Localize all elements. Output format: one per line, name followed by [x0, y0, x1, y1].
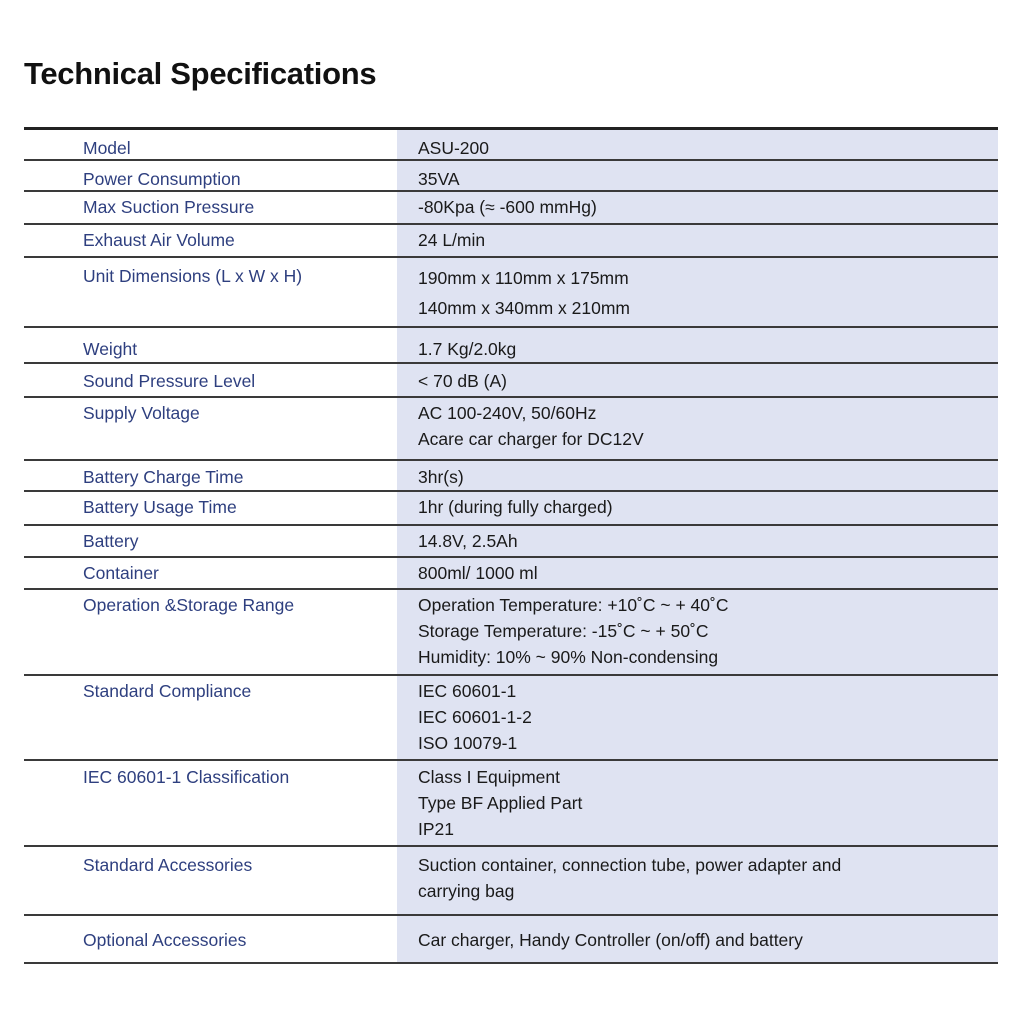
spec-value-line: 1hr (during fully charged): [418, 497, 613, 517]
spec-value-line: Humidity: 10% ~ 90% Non-condensing: [418, 647, 719, 667]
table-row: [24, 558, 998, 590]
spec-label: Exhaust Air Volume: [83, 230, 235, 250]
spec-value-line: 800ml/ 1000 ml: [418, 563, 538, 583]
spec-value-line: < 70 dB (A): [418, 371, 508, 391]
table-row: [24, 161, 998, 192]
spec-value-line: Type BF Applied Part: [418, 793, 583, 813]
spec-value-line: 190mm x 110mm x 175mm: [418, 268, 629, 288]
spec-value-line: IP21: [418, 819, 454, 839]
spec-label: Power Consumption: [83, 169, 241, 189]
spec-value-line: IEC 60601-1-2: [418, 707, 532, 727]
table-row: [24, 192, 998, 225]
table-row: [24, 398, 998, 461]
spec-label: Optional Accessories: [83, 930, 247, 950]
spec-value-line: Class I Equipment: [418, 767, 561, 787]
spec-value: [397, 676, 998, 759]
spec-value: [397, 192, 998, 223]
spec-value: [397, 225, 998, 256]
spec-label: Container: [83, 563, 159, 583]
spec-value: [397, 398, 998, 459]
spec-label: Supply Voltage: [83, 403, 200, 423]
spec-value: [397, 492, 998, 524]
spec-value-line: Car charger, Handy Controller (on/off) and battery: [418, 930, 803, 950]
table-row: [24, 847, 998, 916]
spec-label: Battery: [83, 531, 139, 551]
spec-value: [397, 558, 998, 588]
spec-label: Weight: [83, 339, 138, 359]
spec-value-line: IEC 60601-1: [418, 681, 517, 701]
spec-label: Model: [83, 138, 131, 158]
table-row: [24, 916, 998, 964]
spec-value-line: 35VA: [418, 169, 460, 189]
spec-label: IEC 60601-1 Classification: [83, 767, 290, 787]
page-title: Technical Specifications: [24, 56, 377, 91]
table-row: [24, 225, 998, 258]
spec-value-line: 24 L/min: [418, 230, 486, 250]
spec-value-line: ASU-200: [418, 138, 490, 158]
spec-value: [397, 461, 998, 490]
spec-value-line: 3hr(s): [418, 467, 464, 487]
spec-value-line: 14.8V, 2.5Ah: [418, 531, 518, 551]
spec-value-line: Suction container, connection tube, power adapter and: [418, 855, 842, 875]
spec-value-line: Operation Temperature: +10˚C ~ + 40˚C: [418, 595, 729, 615]
spec-value-line: 1.7 Kg/2.0kg: [418, 339, 517, 359]
spec-value: [397, 847, 998, 914]
table-row: [24, 258, 998, 328]
spec-value: [397, 526, 998, 556]
spec-value-line: carrying bag: [418, 881, 515, 901]
spec-value-line: ISO 10079-1: [418, 733, 518, 753]
spec-value: [397, 161, 998, 190]
spec-value-line: Acare car charger for DC12V: [418, 429, 644, 449]
spec-label: Standard Accessories: [83, 855, 253, 875]
spec-label: Battery Usage Time: [83, 497, 237, 517]
spec-value: [397, 761, 998, 845]
spec-value-line: 140mm x 340mm x 210mm: [418, 298, 631, 318]
spec-label: Sound Pressure Level: [83, 371, 256, 391]
table-row: [24, 364, 998, 398]
spec-label: Operation &Storage Range: [83, 595, 295, 615]
table-row: [24, 761, 998, 847]
spec-label: Battery Charge Time: [83, 467, 244, 487]
spec-table: [24, 127, 998, 964]
table-row: [24, 590, 998, 676]
spec-label: Standard Compliance: [83, 681, 252, 701]
table-row: [24, 676, 998, 761]
spec-value: [397, 916, 998, 962]
spec-value-line: -80Kpa (≈ -600 mmHg): [418, 197, 597, 217]
table-row: [24, 492, 998, 526]
spec-value: [397, 258, 998, 326]
spec-value: [397, 130, 998, 159]
table-row: [24, 461, 998, 492]
spec-value-line: AC 100-240V, 50/60Hz: [418, 403, 597, 423]
spec-value: [397, 328, 998, 362]
table-row: [24, 526, 998, 558]
table-row: [24, 328, 998, 364]
spec-value-line: Storage Temperature: -15˚C ~ + 50˚C: [418, 621, 709, 641]
spec-label: Unit Dimensions (L x W x H): [83, 266, 303, 286]
spec-label: Max Suction Pressure: [83, 197, 255, 217]
spec-value: [397, 364, 998, 396]
table-row: [24, 130, 998, 161]
spec-value: [397, 590, 998, 674]
